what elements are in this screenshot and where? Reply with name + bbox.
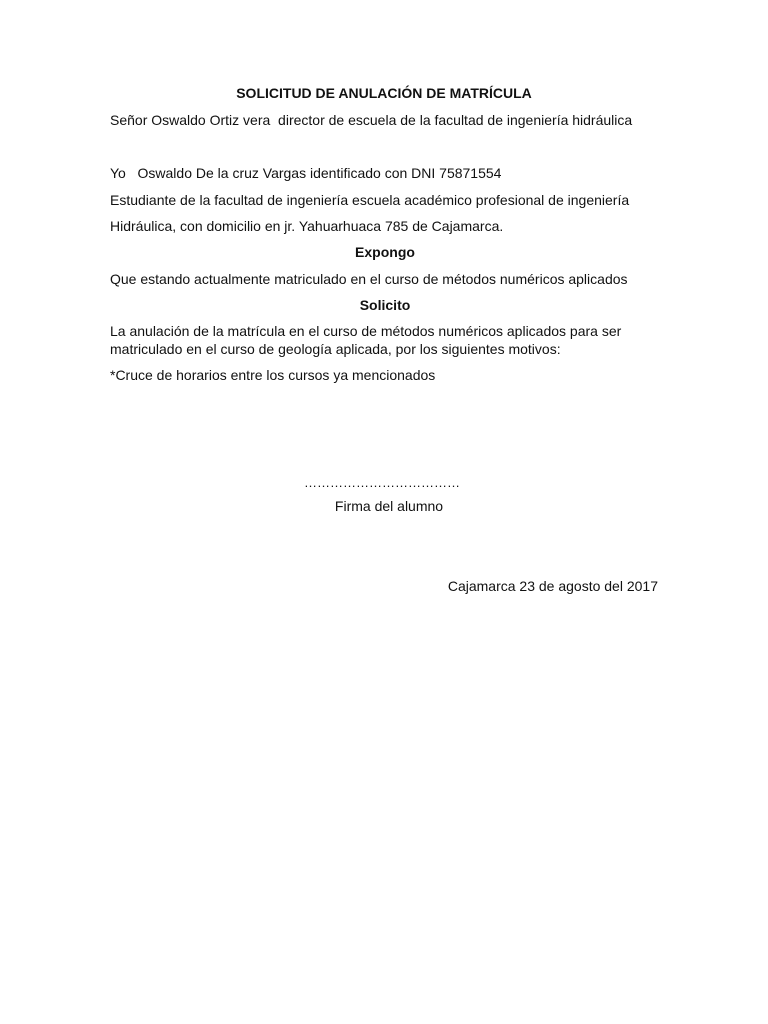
expongo-heading: Expongo [355,244,415,260]
solicito-text-line-1: La anulación de la matrícula en el curso de métodos numéricos aplicados para ser [110,323,622,339]
intro-line-student: Estudiante de la facultad de ingeniería escuela académico profesional de ingeniería [110,192,630,208]
document-title: SOLICITUD DE ANULACIÓN DE MATRÍCULA [236,85,532,101]
signature-dotted-line: ……………………………… [304,475,460,490]
signature-label: Firma del alumno [334,498,444,514]
solicito-text-line-2: matriculado en el curso de geología aplicada, por los siguientes motivos: [110,341,561,357]
intro-line-address: Hidráulica, con domicilio en jr. Yahuarhuaca 785 de Cajamarca. [110,218,504,234]
expongo-text: Que estando actualmente matriculado en el curso de métodos numéricos aplicados [110,271,628,287]
intro-line-identity: Yo Oswaldo De la cruz Vargas identificado con DNI 75871554 [110,165,502,181]
reason-line: *Cruce de horarios entre los cursos ya mencionados [110,367,436,383]
addressee-line: Señor Oswaldo Ortiz vera director de escuela de la facultad de ingeniería hidráulica [110,112,633,128]
place-date: Cajamarca 23 de agosto del 2017 [447,578,658,594]
solicito-heading: Solicito [359,297,411,313]
